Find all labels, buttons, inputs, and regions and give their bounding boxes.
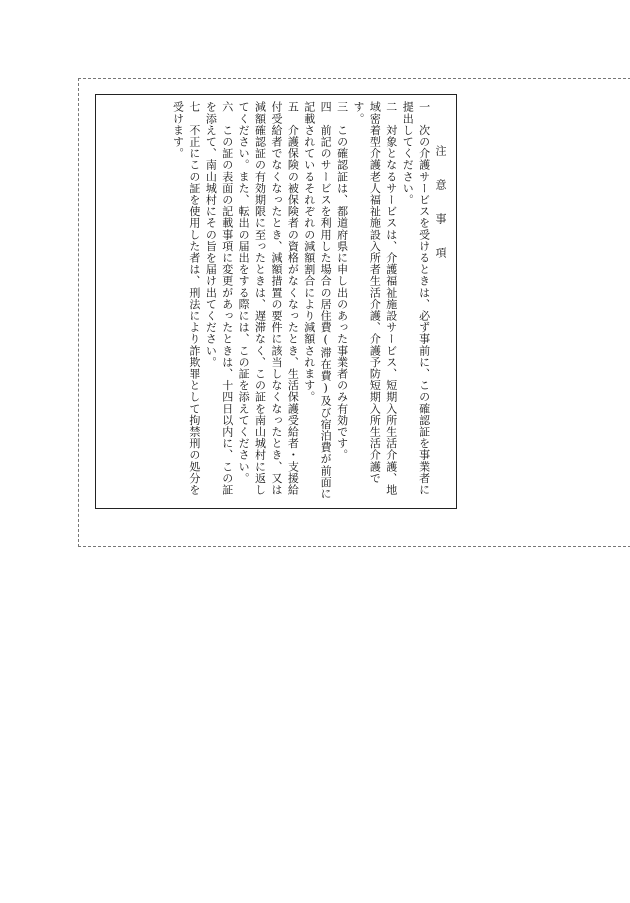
notice-item-6: 六 この証の表面の記載事項に変更があったときは、十四日以内に、この証を添えて、南山城村にその旨を届け出てください。 [204,101,234,496]
notice-heading: 注 意 事 項 [434,145,447,263]
notice-text-block [104,101,448,503]
notice-item-5: 五 介護保険の被保険者の資格がなくなったとき、生活保護受給者・支援給付受給者でなくなったとき、減額措置の要件に該当しなくなったとき、又は減額確認証の有効期限に至ったときは、遅滞なく、この証を南山城村に返してください。また、転出の届出をする際には、この証を添えてください。 [237,101,300,496]
notice-item-2: 二 対象となるサービスは、介護福祉施設サービス、短期入所生活介護、地域密着型介護老人福祉施設入所者生活介護、介護予防短期入所生活介護です。 [351,101,398,496]
notice-item-3: 三 この確認証は、都道府県に申し出のあった事業者のみ有効です。 [335,101,349,461]
notice-item-1: 一 次の介護サービスを受けるときは、必ず事前に、この確認証を事業者に提出してください。 [401,101,431,496]
notice-item-7: 七 不正にこの証を使用した者は、刑法により詐欺罪として拘禁刑の処分を受けます。 [171,101,201,496]
notice-item-4: 四 前記のサービスを利用した場合の居住費(滞在費)及び宿泊費が前面に記載されているそれぞれの減額割合により減額されます。 [302,101,333,500]
